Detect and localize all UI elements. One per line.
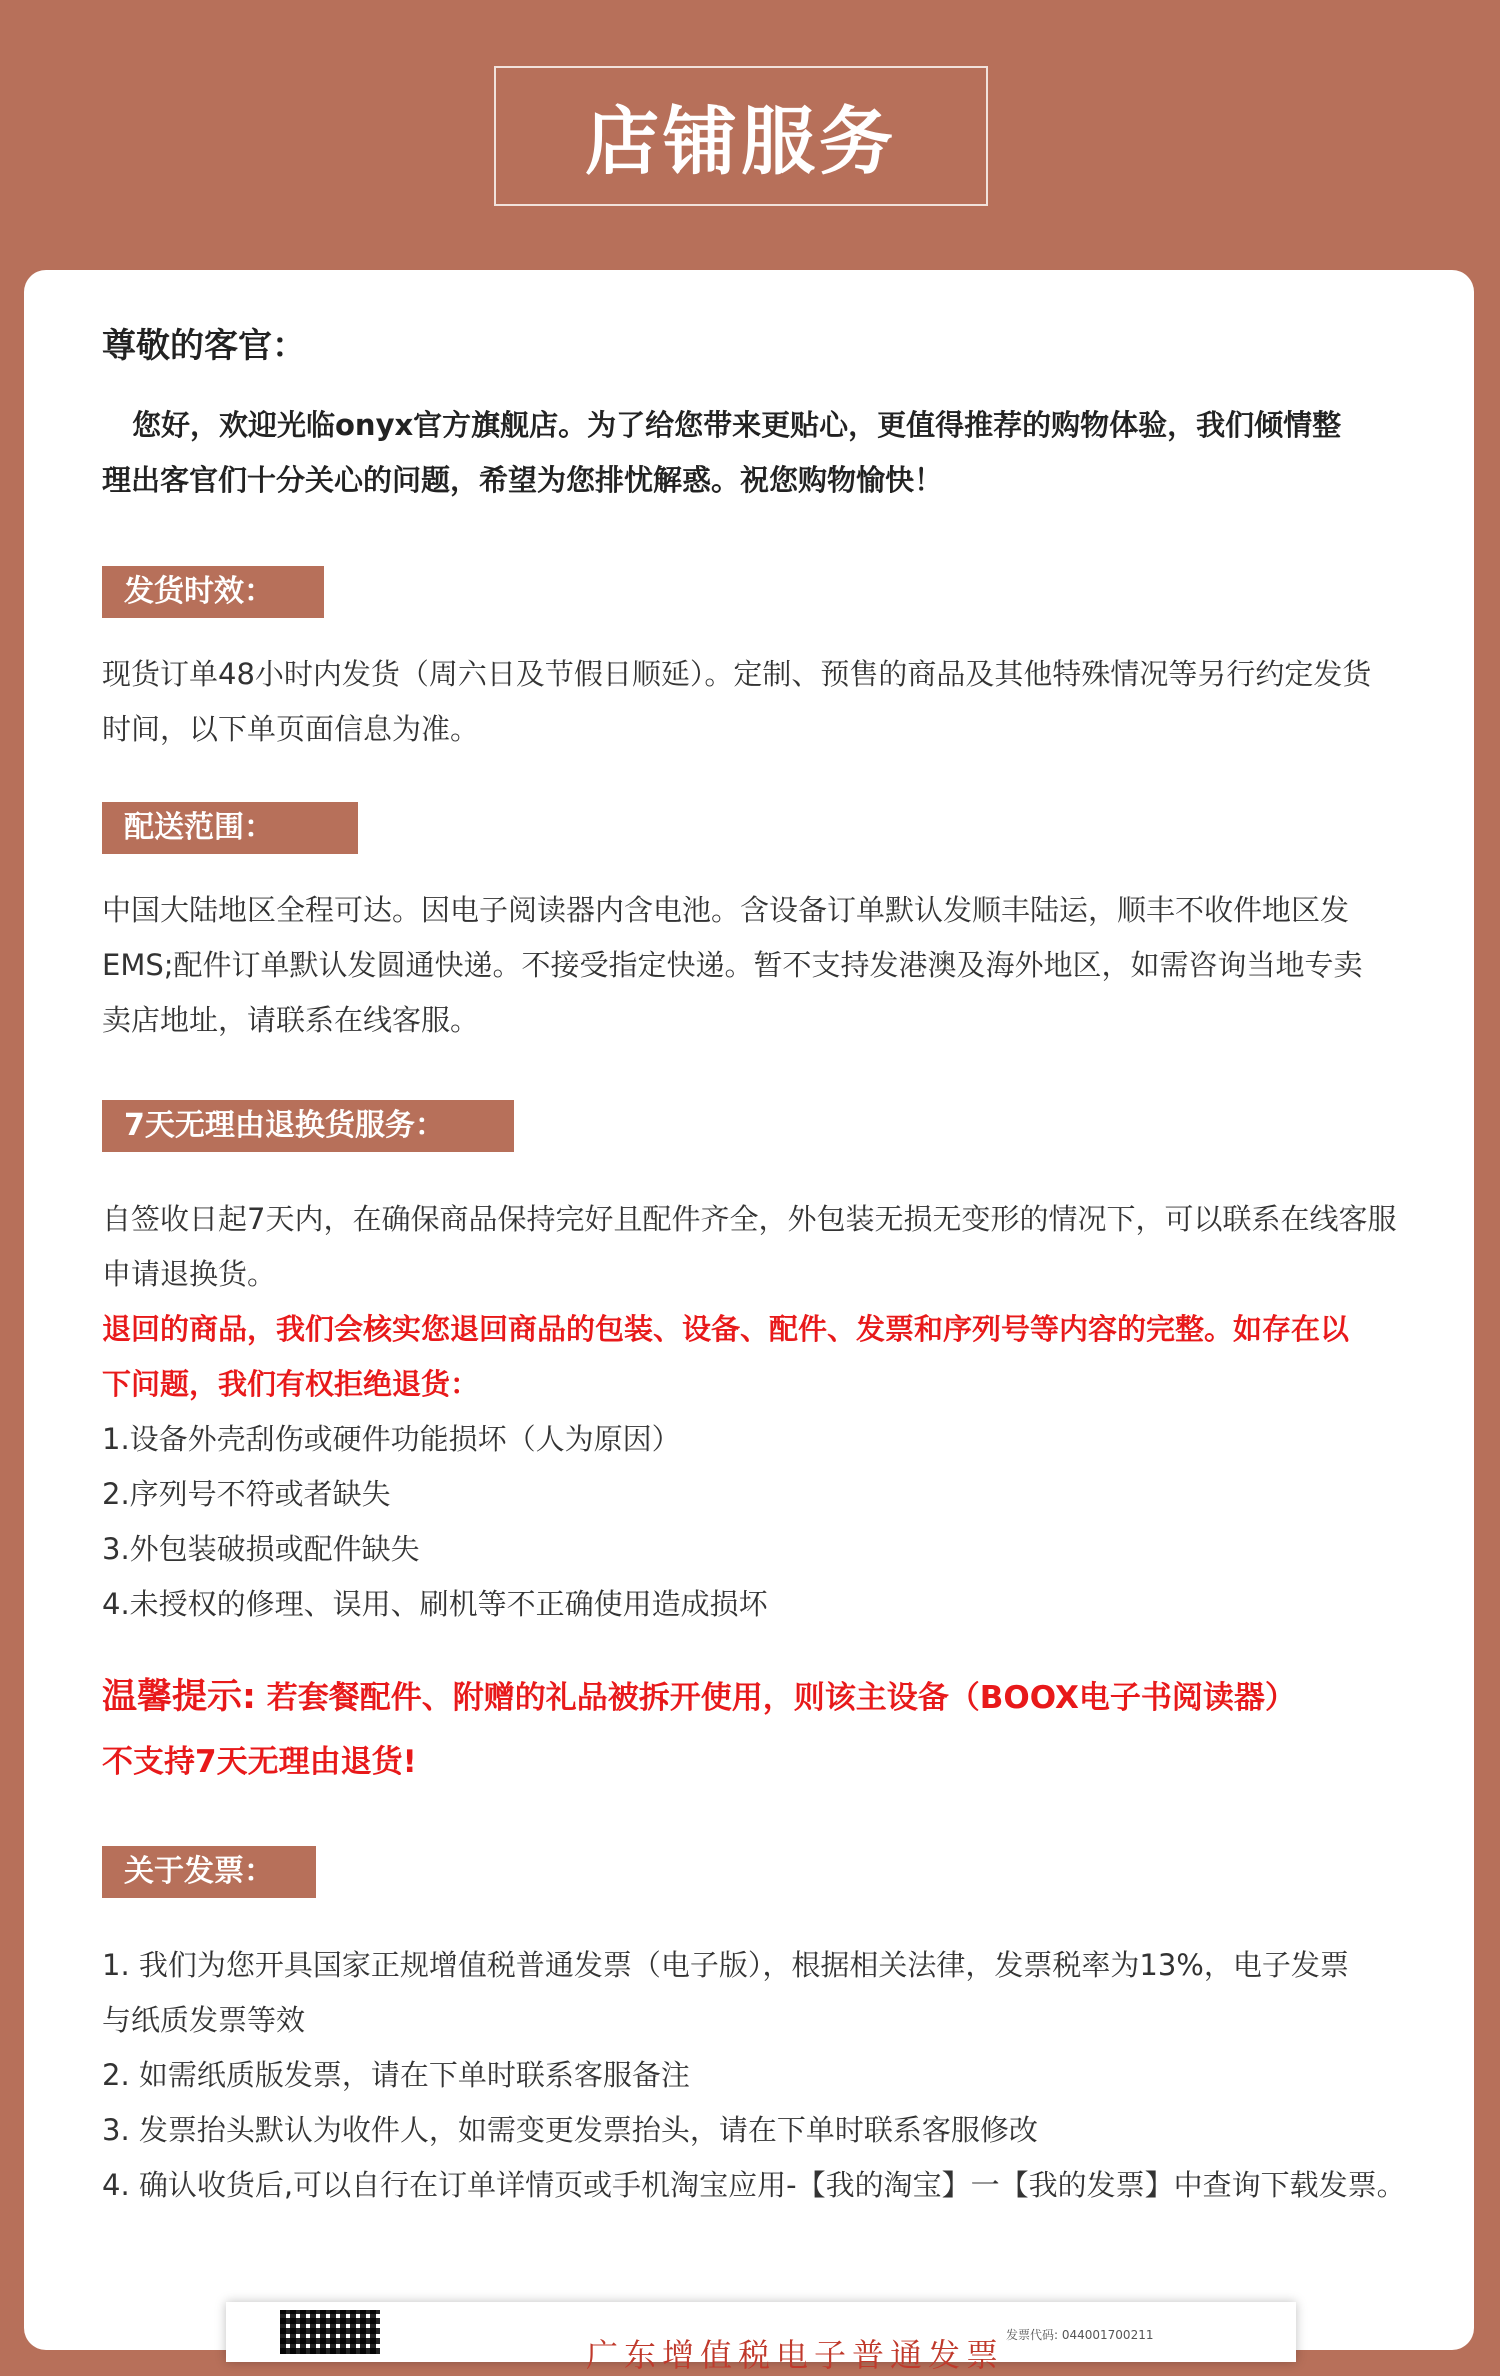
returns-text	[102, 1192, 1396, 1302]
intro-line: 理出客官们十分关心的问题，希望为您排忧解惑。祝您购物愉快！	[102, 463, 944, 497]
section-heading-shipping-time: 发货时效：	[102, 566, 324, 618]
text-line: EMS;配件订单默认发圆通快递。不接受指定快递。暂不支持发港澳及海外地区，如需咨询当地专卖	[102, 948, 1363, 982]
invoice-sample-code: 发票代码: 044001700211	[1006, 2328, 1154, 2342]
text-line: 现货订单48小时内发货（周六日及节假日顺延）。定制、预售的商品及其他特殊情况等另行约定发货	[102, 657, 1372, 691]
section-heading-returns: 7天无理由退换货服务：	[102, 1100, 514, 1152]
warning-line: 下问题，我们有权拒绝退货：	[102, 1367, 480, 1401]
greeting: 尊敬的客官：	[102, 326, 306, 366]
list-item: 与纸质发票等效	[102, 2003, 306, 2037]
intro-line: 您好，欢迎光临onyx官方旗舰店。为了给您带来更贴心，更值得推荐的购物体验，我们倾情整	[132, 408, 1342, 442]
list-item: 4. 确认收货后,可以自行在订单详情页或手机淘宝应用-【我的淘宝】一【我的发票】中查询下载发票。	[102, 2168, 1406, 2202]
list-item: 3. 发票抬头默认为收件人，如需变更发票抬头，请在下单时联系客服修改	[102, 2113, 1038, 2147]
text-line: 申请退换货。	[102, 1257, 277, 1291]
qr-code-icon	[280, 2310, 380, 2354]
text-line: 中国大陆地区全程可达。因电子阅读器内含电池。含设备订单默认发顺丰陆运，顺丰不收件地区发	[102, 893, 1350, 927]
invoice-list	[102, 1938, 1406, 2213]
invoice-sample-title: 广东增值税电子普通发票	[586, 2336, 1005, 2374]
section-heading-delivery-range: 配送范围：	[102, 802, 358, 854]
warning-line: 退回的商品，我们会核实您退回商品的包装、设备、配件、发票和序列号等内容的完整。如存在以	[102, 1312, 1350, 1346]
list-item: 2. 如需纸质版发票，请在下单时联系客服备注	[102, 2058, 690, 2092]
list-item: 4.未授权的修理、误用、刷机等不正确使用造成损坏	[102, 1587, 768, 1621]
returns-warning	[102, 1302, 1349, 1412]
tip-line: 不支持7天无理由退货!	[102, 1744, 417, 1780]
shipping-time-text	[102, 647, 1371, 757]
tip-text: 若套餐配件、附赠的礼品被拆开使用，则该主设备（BOOX电子书阅读器）	[256, 1680, 1296, 1716]
list-item: 3.外包装破损或配件缺失	[102, 1532, 420, 1566]
list-item: 1. 我们为您开具国家正规增值税普通发票（电子版），根据相关法律，发票税率为13%，电子发票	[102, 1948, 1349, 1982]
intro-paragraph	[102, 398, 1341, 508]
delivery-range-text	[102, 883, 1363, 1048]
invoice-sample-image	[226, 2302, 1296, 2374]
service-card	[24, 270, 1474, 2374]
text-line: 自签收日起7天内，在确保商品保持完好且配件齐全，外包装无损无变形的情况下，可以联系在线客服	[102, 1202, 1397, 1236]
text-line: 卖店地址，请联系在线客服。	[102, 1003, 480, 1037]
list-item: 1.设备外壳刮伤或硬件功能损坏（人为原因）	[102, 1422, 681, 1456]
page-title: 店铺服务	[585, 99, 897, 185]
section-heading-invoice: 关于发票：	[102, 1846, 316, 1898]
tip-line	[102, 1665, 1296, 1730]
warm-tip	[102, 1665, 1296, 1794]
text-line: 时间，以下单页面信息为准。	[102, 712, 480, 746]
tip-label: 温馨提示:	[102, 1677, 256, 1717]
page-title-box	[494, 66, 988, 206]
list-item: 2.序列号不符或者缺失	[102, 1477, 391, 1511]
returns-list	[102, 1412, 768, 1632]
